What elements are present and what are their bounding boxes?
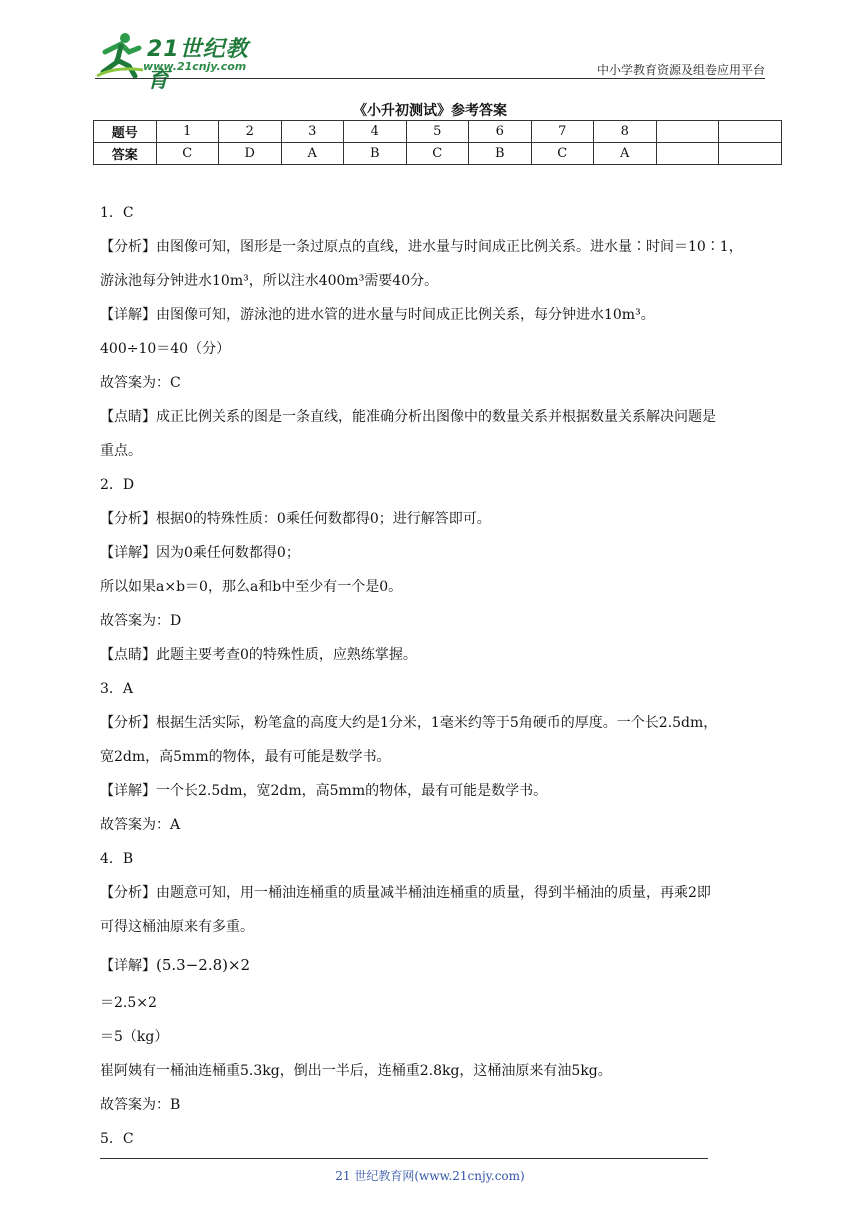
table-cell: C — [406, 143, 469, 165]
table-cell — [656, 121, 719, 143]
table-cell — [719, 121, 782, 143]
detail-label: 【详解】 — [100, 958, 156, 974]
text-line: 重点。 — [100, 443, 142, 459]
table-cell: 6 — [469, 121, 532, 143]
table-cell: 1 — [156, 121, 219, 143]
text-line: 400÷10＝40（分） — [100, 341, 231, 357]
answer-table — [93, 120, 782, 165]
table-cell: C — [156, 143, 219, 165]
table-cell: 8 — [594, 121, 657, 143]
text-line: 可得这桶油原来有多重。 — [100, 919, 254, 935]
text-line: 【点睛】此题主要考查0的特殊性质，应熟练掌握。 — [100, 647, 417, 663]
question-heading: 4．B — [100, 851, 134, 867]
text-line: 崔阿姨有一桶油连桶重5.3kg，倒出一半后，连桶重2.8kg，这桶油原来有油5kg。 — [100, 1063, 612, 1079]
table-row-numbers — [94, 121, 782, 143]
logo-url: www.21cnjy.com — [143, 60, 247, 73]
question-heading: 3．A — [100, 681, 134, 697]
text-line: 【详解】因为0乘任何数都得0； — [100, 545, 300, 561]
table-cell: 7 — [531, 121, 594, 143]
table-cell: B — [469, 143, 532, 165]
text-line: 游泳池每分钟进水10m³，所以注水400m³需要40分。 — [100, 273, 439, 289]
text-line: 【详解】一个长2.5dm，宽2dm，高5mm的物体，最有可能是数学书。 — [100, 783, 548, 799]
text-line: 【分析】由图像可知，图形是一条过原点的直线，进水量与时间成正比例关系。进水量∶时间＝10∶1， — [100, 239, 743, 255]
table-row-answers — [94, 143, 782, 165]
platform-name: 中小学教育资源及组卷应用平台 — [596, 63, 765, 77]
text-line: 【详解】由图像可知，游泳池的进水管的进水量与时间成正比例关系，每分钟进水10m³。 — [100, 307, 655, 323]
page-title: 《小升初测试》参考答案 — [353, 103, 507, 119]
table-cell: C — [531, 143, 594, 165]
runner-logo-icon — [95, 30, 145, 78]
table-cell: 5 — [406, 121, 469, 143]
row-label: 答案 — [94, 143, 157, 165]
math-expression: (5.3−2.8)×2 — [156, 956, 251, 974]
table-cell: 3 — [281, 121, 344, 143]
logo-text: 21世纪教育 — [147, 37, 249, 93]
table-cell — [656, 143, 719, 165]
page-footer: 21 世纪教育网(www.21cnjy.com) — [335, 1169, 525, 1183]
text-line: 【分析】由题意可知，用一桶油连桶重的质量减半桶油连桶重的质量，得到半桶油的质量，再乘2即 — [100, 885, 711, 901]
text-line: 故答案为：C — [100, 375, 181, 391]
text-line: 宽2dm，高5mm的物体，最有可能是数学书。 — [100, 749, 391, 765]
text-line: ＝2.5×2 — [100, 995, 157, 1011]
text-line: 故答案为：B — [100, 1097, 181, 1113]
question-heading: 2．D — [100, 477, 135, 493]
table-cell: A — [281, 143, 344, 165]
page-header — [95, 30, 765, 93]
question-heading: 1．C — [100, 205, 134, 221]
table-cell: 2 — [219, 121, 282, 143]
text-line: 所以如果a×b＝0，那么a和b中至少有一个是0。 — [100, 579, 403, 595]
math-line — [100, 944, 780, 986]
question-heading: 5．C — [100, 1131, 134, 1147]
text-line: 【点睛】成正比例关系的图是一条直线，能准确分析出图像中的数量关系并根据数量关系解决问题是 — [100, 409, 716, 425]
table-cell — [719, 143, 782, 165]
table-cell: D — [219, 143, 282, 165]
table-cell: B — [344, 143, 407, 165]
text-line: 故答案为：D — [100, 613, 182, 629]
text-line: 【分析】根据生活实际，粉笔盒的高度大约是1分米，1毫米约等于5角硬币的厚度。一个长2.5dm， — [100, 715, 718, 731]
logo — [95, 30, 265, 93]
row-label: 题号 — [94, 121, 157, 143]
text-line: ＝5（kg） — [100, 1029, 169, 1045]
table-cell: A — [594, 143, 657, 165]
answer-explanations — [100, 196, 780, 1156]
header-divider — [95, 78, 765, 79]
table-cell: 4 — [344, 121, 407, 143]
footer-divider — [100, 1158, 708, 1159]
text-line: 【分析】根据0的特殊性质：0乘任何数都得0；进行解答即可。 — [100, 511, 491, 527]
text-line: 故答案为：A — [100, 817, 181, 833]
